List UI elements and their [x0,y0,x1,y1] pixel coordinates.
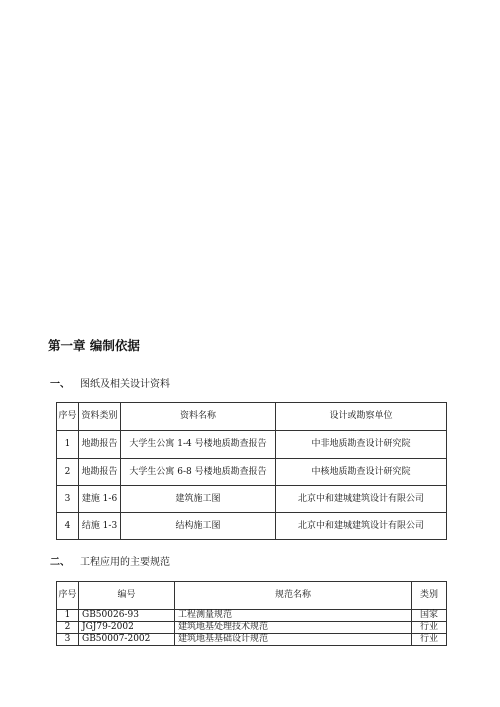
table-row [57,513,447,540]
table-cell: JGJ79-2002 [79,622,175,634]
table-header-row [57,403,447,431]
table-header-row [57,582,447,610]
table-cell: 3 [57,634,79,646]
section-title: 图纸及相关设计资料 [80,379,170,390]
section-heading-standards [50,553,170,568]
table-cell: 工程测量规范 [175,610,412,622]
section-number: 二、 [50,557,70,568]
standards-table [56,581,447,646]
table-row [57,610,447,622]
table-row [57,486,447,513]
table-cell: 建筑施工图 [121,486,276,513]
header-cell: 规范名称 [175,582,412,610]
design-documents-table [56,402,447,540]
header-cell: 编号 [79,582,175,610]
header-cell: 设计或勘察单位 [276,403,447,431]
table-cell: 建筑地基处理技术规范 [175,622,412,634]
section-heading-drawings [50,375,170,390]
table-cell: GB50007-2002 [79,634,175,646]
header-cell: 序号 [57,582,79,610]
table-row [57,431,447,459]
chapter-title: 第一章 编制依据 [48,338,140,353]
table-cell: 2 [57,622,79,634]
table-cell: 1 [57,431,79,459]
table-cell: 4 [57,513,79,540]
table-cell: 结构施工图 [121,513,276,540]
table-cell: 3 [57,486,79,513]
table-cell: 中核地质勘查设计研究院 [276,459,447,486]
table-cell: GB50026-93 [79,610,175,622]
header-cell: 序号 [57,403,79,431]
header-cell: 资料名称 [121,403,276,431]
table-cell: 2 [57,459,79,486]
section-number: 一、 [50,379,70,390]
table-cell: 地勘报告 [79,431,121,459]
table-cell: 地勘报告 [79,459,121,486]
table-cell: 行业 [412,622,447,634]
header-cell: 类别 [412,582,447,610]
table-row [57,622,447,634]
table-row [57,459,447,486]
table-cell: 国家 [412,610,447,622]
table-cell: 建施 1-6 [79,486,121,513]
table-cell: 行业 [412,634,447,646]
table-cell: 大学生公寓 1-4 号楼地质勘查报告 [121,431,276,459]
table-cell: 北京中和建城建筑设计有限公司 [276,513,447,540]
table-cell: 建筑地基基础设计规范 [175,634,412,646]
section-title: 工程应用的主要规范 [80,557,170,568]
table-cell: 中非地质勘查设计研究院 [276,431,447,459]
table-cell: 结施 1-3 [79,513,121,540]
table-cell: 大学生公寓 6-8 号楼地质勘查报告 [121,459,276,486]
table-cell: 北京中和建城建筑设计有限公司 [276,486,447,513]
header-cell: 资料类别 [79,403,121,431]
table-cell: 1 [57,610,79,622]
table-row [57,634,447,646]
